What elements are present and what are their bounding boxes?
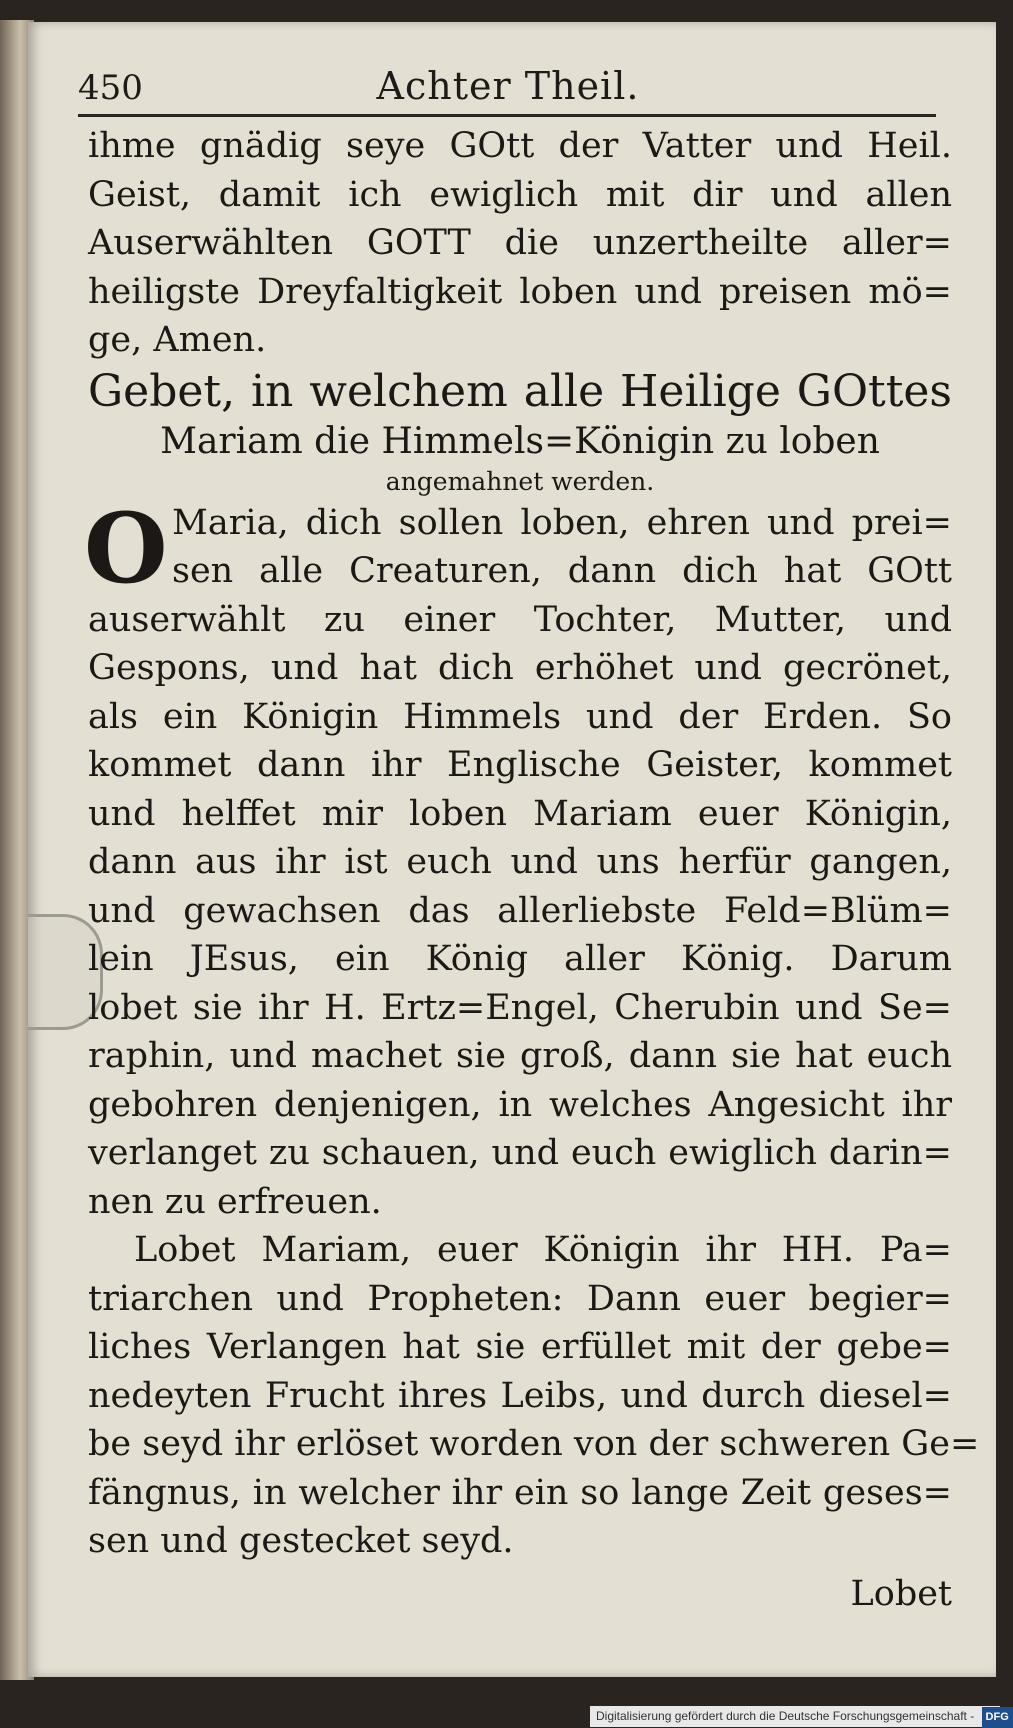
text-line: und helffet mir loben Mariam euer Königin, [88, 793, 952, 834]
text-line: dann aus ihr ist euch und uns herfür gangen, [88, 842, 952, 882]
text-line: auserwählt zu einer Tochter, Mutter, und [88, 599, 952, 640]
text-line: und gewachsen das allerliebste Feld=Blüm= [88, 890, 952, 931]
text-line: Gespons, und hat dich erhöhet und gecrönet, [88, 648, 952, 688]
text-line: liches Verlangen hat sie erfüllet mit der gebe= [88, 1327, 952, 1367]
text-line: heiligste Dreyfaltigkeit loben und preisen mö= [88, 271, 952, 312]
dfg-logo[interactable]: DFG [982, 1707, 1013, 1728]
header-rule [78, 114, 936, 117]
text-line: gebohren denjenigen, in welches Angesicht ihr [88, 1084, 952, 1125]
section-heading-line3: angemahnet werden. [385, 466, 655, 496]
text-line: lein JEsus, ein König aller König. Darum [88, 939, 952, 979]
text-line: nen zu erfreuen. [88, 1181, 382, 1222]
funding-note: Digitalisierung gefördert durch die Deutsche Forschungsgemeinschaft - [596, 1709, 975, 1723]
section-heading-line2: Mariam die Himmels=Königin zu loben [160, 420, 880, 462]
text-line: kommet dann ihr Englische Geister, kommet [88, 745, 952, 785]
text-line: ihme gnädig seye GOtt der Vatter und Heil. [88, 126, 952, 166]
drop-initial: O [84, 491, 168, 605]
text-line: Auserwählten GOTT die unzertheilte aller= [88, 223, 952, 263]
text-line: Geist, damit ich ewiglich mit dir und allen [88, 174, 952, 215]
text-line: Lobet Mariam, euer Königin ihr HH. Pa= [134, 1230, 952, 1270]
page-text [84, 122, 980, 1618]
page-number: 450 [78, 68, 143, 108]
paragraph-2 [88, 1226, 980, 1566]
page-header [78, 58, 938, 112]
catchword: Lobet [850, 1573, 952, 1614]
text-line: sen und gestecket seyd. [88, 1521, 514, 1561]
text-line: Maria, dich sollen loben, ehren und prei= [172, 502, 952, 543]
text-line: nedeyten Frucht ihres Leibs, und durch diesel= [88, 1375, 952, 1416]
text-line: be seyd ihr erlöset worden von der schweren Ge= [88, 1424, 980, 1464]
text-line: verlanget zu schauen, und euch ewiglich darin= [88, 1133, 952, 1173]
text-line: als ein Königin Himmels und der Erden. So [88, 696, 952, 737]
paragraph-1 [84, 491, 952, 1227]
section-heading: Gebet, in welchem alle Heilige GOttes [88, 365, 952, 417]
text-line: ge, Amen. [88, 320, 267, 360]
text-line: triarchen und Propheten: Dann euer begier= [88, 1278, 952, 1319]
text-line: fängnus, in welcher ihr ein so lange Zeit geses= [88, 1472, 952, 1513]
text-line: lobet sie ihr H. Ertz=Engel, Cherubin und Se= [88, 987, 952, 1028]
digitization-footer [590, 1706, 1009, 1727]
text-line: sen alle Creaturen, dann dich hat GOtt [172, 551, 952, 591]
text-line: raphin, und machet sie groß, dann sie hat euch [88, 1036, 952, 1076]
running-title: Achter Theil. [376, 64, 640, 108]
